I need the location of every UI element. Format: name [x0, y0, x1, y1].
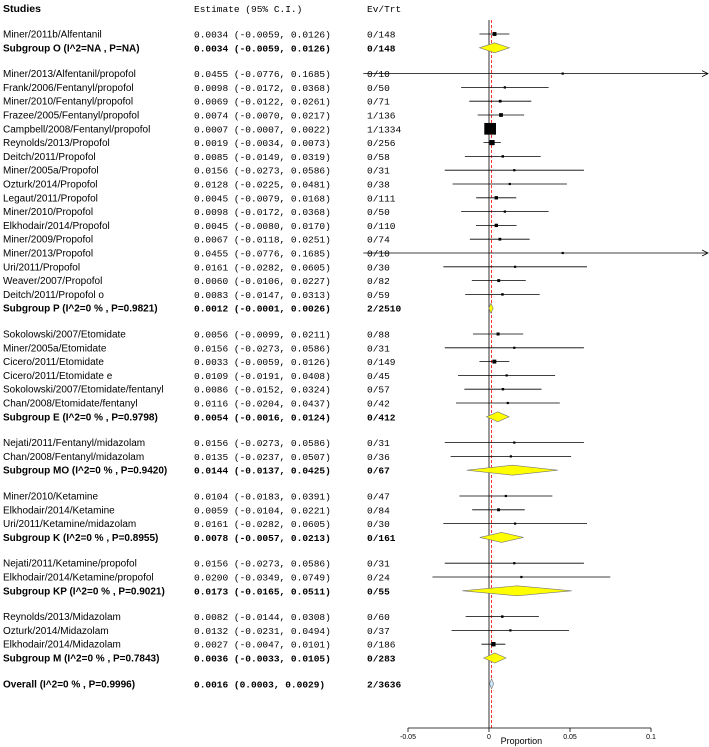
study-2-4-ci: 0.0086 (-0.0152, 0.0324) — [194, 384, 331, 396]
study-3-0-ci: 0.0156 (-0.0273, 0.0586) — [194, 438, 331, 450]
study-1-4-label: Campbell/2008/Fentanyl/propofol — [3, 124, 151, 136]
study-1-6-ci: 0.0085 (-0.0149, 0.0319) — [194, 151, 331, 163]
study-1-10-ev: 0/50 — [367, 207, 390, 219]
subgroup-6-diamond — [484, 653, 506, 663]
study-1-7-label: Miner/2005a/Propofol — [3, 165, 99, 177]
study-2-1-label: Miner/2005a/Etomidate — [3, 343, 107, 355]
study-2-4-ev: 0/57 — [367, 384, 390, 396]
study-2-4-label: Sokolowski/2007/Etomidate/fentanyl — [3, 384, 164, 396]
study-rows — [3, 30, 402, 691]
plot-area — [363, 20, 708, 728]
subgroup-6-label: Subgroup M (I^2=0 % , P=0.7843) — [3, 653, 160, 665]
study-3-0-point — [513, 442, 515, 444]
study-5-0-ci: 0.0156 (-0.0273, 0.0586) — [194, 558, 331, 570]
study-4-0-label: Miner/2010/Ketamine — [3, 491, 99, 503]
study-4-0-ev: 0/47 — [367, 491, 390, 503]
study-1-3-ci: 0.0074 (-0.0070, 0.0217) — [194, 110, 331, 122]
header-studies: Studies — [3, 3, 41, 15]
study-1-9-ev: 0/111 — [367, 193, 396, 205]
subgroup-1-diamond — [489, 303, 493, 313]
study-6-1-ci: 0.0132 (-0.0231, 0.0494) — [194, 625, 331, 637]
study-5-1-label: Elkhodair/2014/Ketamine/propofol — [3, 572, 154, 584]
study-2-5-ci: 0.0116 (-0.0204, 0.0437) — [194, 398, 331, 410]
study-0-0-ev: 0/148 — [367, 29, 396, 41]
study-5-0-ev: 0/31 — [367, 558, 390, 570]
overall-ev: 2/3636 — [367, 679, 402, 691]
study-4-1-ev: 0/84 — [367, 505, 390, 517]
study-1-12-point — [498, 238, 501, 241]
study-1-13-ev: 0/10 — [367, 248, 390, 260]
study-2-4-point — [502, 388, 504, 390]
study-3-0-label: Nejati/2011/Fentanyl/midazolam — [3, 438, 146, 450]
study-1-7-point — [513, 169, 515, 171]
subgroup-1-ev: 2/2510 — [367, 303, 402, 315]
study-0-0-label: Miner/2011b/Alfentanil — [3, 29, 102, 41]
study-1-6-point — [502, 155, 504, 157]
study-5-1-ev: 0/24 — [367, 572, 390, 584]
study-6-0-ev: 0/60 — [367, 612, 390, 624]
study-1-8-ci: 0.0128 (-0.0225, 0.0481) — [194, 179, 331, 191]
subgroup-0-label: Subgroup O (I^2=NA , P=NA) — [3, 43, 140, 55]
study-2-1-ev: 0/31 — [367, 343, 390, 355]
study-6-1-label: Ozturk/2014/Midazolam — [3, 625, 109, 637]
study-1-12-ev: 0/74 — [367, 234, 390, 246]
study-1-0-ev: 0/10 — [367, 69, 390, 81]
study-2-5-ev: 0/42 — [367, 398, 390, 410]
study-1-11-ev: 0/110 — [367, 220, 396, 232]
subgroup-3-ci: 0.0144 (-0.0137, 0.0425) — [194, 465, 331, 477]
study-1-14-label: Uri/2011/Propofol — [3, 262, 81, 274]
study-3-1-label: Chan/2008/Fentanyl/midazolam — [3, 451, 145, 463]
subgroup-4-ev: 0/161 — [367, 532, 396, 544]
subgroup-5-ev: 0/55 — [367, 586, 390, 598]
study-4-1-point — [497, 508, 500, 511]
study-2-1-ci: 0.0156 (-0.0273, 0.0586) — [194, 343, 331, 355]
study-5-0-label: Nejati/2011/Ketamine/propofol — [3, 558, 137, 570]
study-1-2-ev: 0/71 — [367, 96, 390, 108]
study-2-2-ci: 0.0033 (-0.0059, 0.0126) — [194, 357, 331, 369]
subgroup-3-diamond — [467, 465, 558, 475]
study-1-10-label: Miner/2010/Propofol — [3, 207, 94, 219]
subgroup-5-label: Subgroup KP (I^2=0 % , P=0.9021) — [3, 586, 165, 598]
study-1-0-point — [562, 73, 564, 75]
study-6-1-point — [509, 629, 511, 631]
study-1-4-ci: 0.0007 (-0.0007, 0.0022) — [194, 124, 331, 136]
study-1-13-ci: 0.0455 (-0.0776, 0.1685) — [194, 248, 331, 260]
x-axis — [400, 728, 656, 746]
study-3-1-ci: 0.0135 (-0.0237, 0.0507) — [194, 451, 331, 463]
subgroup-3-label: Subgroup MO (I^2=0 % , P=0.9420) — [3, 465, 168, 477]
study-2-3-point — [506, 374, 508, 376]
subgroup-4-diamond — [480, 532, 524, 542]
study-5-0-point — [513, 562, 515, 564]
study-1-10-ci: 0.0098 (-0.0172, 0.0368) — [194, 207, 331, 219]
study-2-2-label: Cicero/2011/Etomidate — [3, 357, 104, 369]
header-estimate: Estimate (95% C.I.) — [194, 4, 303, 15]
study-1-14-point — [514, 266, 516, 268]
subgroup-6-ci: 0.0036 (-0.0033, 0.0105) — [194, 653, 331, 665]
study-1-11-ci: 0.0045 (-0.0080, 0.0170) — [194, 220, 331, 232]
study-1-11-point — [495, 224, 498, 227]
study-1-14-ci: 0.0161 (-0.0282, 0.0605) — [194, 262, 331, 274]
study-4-2-ci: 0.0161 (-0.0282, 0.0605) — [194, 519, 331, 531]
subgroup-2-ci: 0.0054 (-0.0016, 0.0124) — [194, 412, 331, 424]
subgroup-1-ci: 0.0012 (-0.0001, 0.0026) — [194, 303, 331, 315]
study-0-0-point — [493, 32, 497, 36]
study-1-12-ci: 0.0067 (-0.0118, 0.0251) — [194, 234, 331, 246]
study-4-1-label: Elkhodair/2014/Ketamine — [3, 505, 115, 517]
x-axis-label: Proportion — [500, 736, 543, 746]
overall-diamond — [489, 679, 493, 689]
study-1-9-ci: 0.0045 (-0.0079, 0.0168) — [194, 193, 331, 205]
study-1-2-label: Miner/2010/Fentanyl/propofol — [3, 96, 134, 108]
subgroup-6-ev: 0/283 — [367, 653, 396, 665]
study-1-3-ev: 1/136 — [367, 110, 396, 122]
overall-label: Overall (I^2=0 % , P=0.9996) — [3, 679, 136, 691]
study-1-2-ci: 0.0069 (-0.0122, 0.0261) — [194, 96, 331, 108]
study-1-13-point — [562, 252, 564, 254]
study-6-2-ev: 0/186 — [367, 639, 396, 651]
study-1-1-point — [504, 86, 506, 88]
study-1-7-ci: 0.0156 (-0.0273, 0.0586) — [194, 165, 331, 177]
study-1-3-label: Frazee/2005/Fentanyl/propofol — [3, 110, 140, 122]
study-4-0-point — [505, 495, 507, 497]
study-1-1-ev: 0/50 — [367, 82, 390, 94]
study-3-0-ev: 0/31 — [367, 438, 390, 450]
study-1-14-ev: 0/30 — [367, 262, 390, 274]
x-tick-label-1: 0 — [487, 734, 491, 741]
study-1-16-label: Deitch/2011/Propofol o — [3, 289, 104, 301]
study-6-0-label: Reynolds/2013/Midazolam — [3, 612, 121, 624]
subgroup-4-ci: 0.0078 (-0.0057, 0.0213) — [194, 532, 331, 544]
study-1-15-ci: 0.0060 (-0.0106, 0.0227) — [194, 276, 331, 288]
study-6-2-ci: 0.0027 (-0.0047, 0.0101) — [194, 639, 331, 651]
study-4-1-ci: 0.0059 (-0.0104, 0.0221) — [194, 505, 331, 517]
subgroup-2-label: Subgroup E (I^2=0 % , P=0.9798) — [3, 412, 158, 424]
study-1-2-point — [499, 100, 502, 103]
study-1-6-label: Deitch/2011/Propofol — [3, 151, 96, 163]
study-1-8-point — [509, 183, 511, 185]
study-1-0-ci: 0.0455 (-0.0776, 0.1685) — [194, 69, 331, 81]
study-3-1-point — [510, 455, 512, 457]
study-6-2-label: Elkhodair/2014/Midazolam — [3, 639, 121, 651]
study-4-2-ev: 0/30 — [367, 519, 390, 531]
study-1-4-point — [484, 123, 496, 135]
study-2-0-ci: 0.0056 (-0.0099, 0.0211) — [194, 329, 331, 341]
study-6-1-ev: 0/37 — [367, 625, 390, 637]
study-1-13-label: Miner/2013/Propofol — [3, 248, 94, 260]
study-1-1-label: Frank/2006/Fentanyl/propofol — [3, 82, 134, 94]
study-1-9-point — [495, 196, 498, 199]
study-2-0-ev: 0/88 — [367, 329, 390, 341]
subgroup-4-label: Subgroup K (I^2=0 % , P=0.8955) — [3, 532, 159, 544]
study-4-0-ci: 0.0104 (-0.0183, 0.0391) — [194, 491, 331, 503]
study-6-0-point — [501, 615, 503, 617]
study-2-3-label: Cicero/2011/Etomidate e — [3, 370, 113, 382]
study-2-3-ci: 0.0109 (-0.0191, 0.0408) — [194, 370, 331, 382]
study-5-1-point — [520, 576, 522, 578]
subgroup-0-diamond — [479, 43, 509, 53]
x-tick-label-2: 0.05 — [563, 734, 577, 741]
study-1-3-point — [499, 113, 503, 117]
study-1-0-label: Miner/2013/Alfentanil/propofol — [3, 69, 136, 81]
subgroup-2-diamond — [486, 412, 509, 422]
study-1-8-ev: 0/38 — [367, 179, 390, 191]
overall-ci: 0.0016 (0.0003, 0.0029) — [194, 679, 326, 691]
header-evtrt: Ev/Trt — [367, 4, 402, 15]
study-3-1-ev: 0/36 — [367, 451, 390, 463]
study-1-5-ev: 0/256 — [367, 138, 396, 150]
study-1-6-ev: 0/58 — [367, 151, 390, 163]
study-1-10-point — [504, 210, 506, 212]
x-tick-label-3: 0.1 — [646, 734, 656, 741]
study-1-16-ci: 0.0083 (-0.0147, 0.0313) — [194, 289, 331, 301]
study-0-0-ci: 0.0034 (-0.0059, 0.0126) — [194, 29, 331, 41]
study-6-2-point — [491, 642, 495, 646]
study-1-8-label: Ozturk/2014/Propofol — [3, 179, 98, 191]
study-2-2-ev: 0/149 — [367, 357, 396, 369]
study-2-0-label: Sokolowski/2007/Etomidate — [3, 329, 126, 341]
study-1-5-label: Reynolds/2013/Propofol — [3, 138, 110, 150]
study-1-15-label: Weaver/2007/Propofol — [3, 276, 103, 288]
study-1-15-ev: 0/82 — [367, 276, 390, 288]
subgroup-1-label: Subgroup P (I^2=0 % , P=0.9821) — [3, 303, 158, 315]
subgroup-5-diamond — [462, 586, 572, 596]
x-tick-label-0: -0.05 — [400, 734, 416, 741]
study-1-11-label: Elkhodair/2014/Propofol — [3, 220, 110, 232]
study-1-9-label: Legaut/2011/Propofol — [3, 193, 98, 205]
study-2-1-point — [513, 347, 515, 349]
subgroup-0-ci: 0.0034 (-0.0059, 0.0126) — [194, 43, 331, 55]
study-1-12-label: Miner/2009/Propofol — [3, 234, 94, 246]
study-1-16-ev: 0/59 — [367, 289, 390, 301]
study-1-5-ci: 0.0019 (-0.0034, 0.0073) — [194, 138, 331, 150]
study-5-1-ci: 0.0200 (-0.0349, 0.0749) — [194, 572, 331, 584]
subgroup-3-ev: 0/67 — [367, 465, 390, 477]
study-1-7-ev: 0/31 — [367, 165, 390, 177]
study-2-0-point — [497, 332, 500, 335]
study-1-15-point — [497, 279, 500, 282]
study-1-4-ev: 1/1334 — [367, 124, 402, 136]
study-2-5-label: Chan/2008/Etomidate/fentanyl — [3, 398, 138, 410]
subgroup-2-ev: 0/412 — [367, 412, 396, 424]
subgroup-0-ev: 0/148 — [367, 43, 396, 55]
subgroup-5-ci: 0.0173 (-0.0165, 0.0511) — [194, 586, 331, 598]
study-2-2-point — [492, 360, 496, 364]
study-1-1-ci: 0.0098 (-0.0172, 0.0368) — [194, 82, 331, 94]
study-1-5-point — [490, 140, 495, 145]
study-4-2-label: Uri/2011/Ketamine/midazolam — [3, 519, 137, 531]
study-1-16-point — [501, 293, 503, 295]
study-4-2-point — [514, 523, 516, 525]
study-2-3-ev: 0/45 — [367, 370, 390, 382]
study-2-5-point — [507, 402, 509, 404]
study-6-0-ci: 0.0082 (-0.0144, 0.0308) — [194, 612, 331, 624]
